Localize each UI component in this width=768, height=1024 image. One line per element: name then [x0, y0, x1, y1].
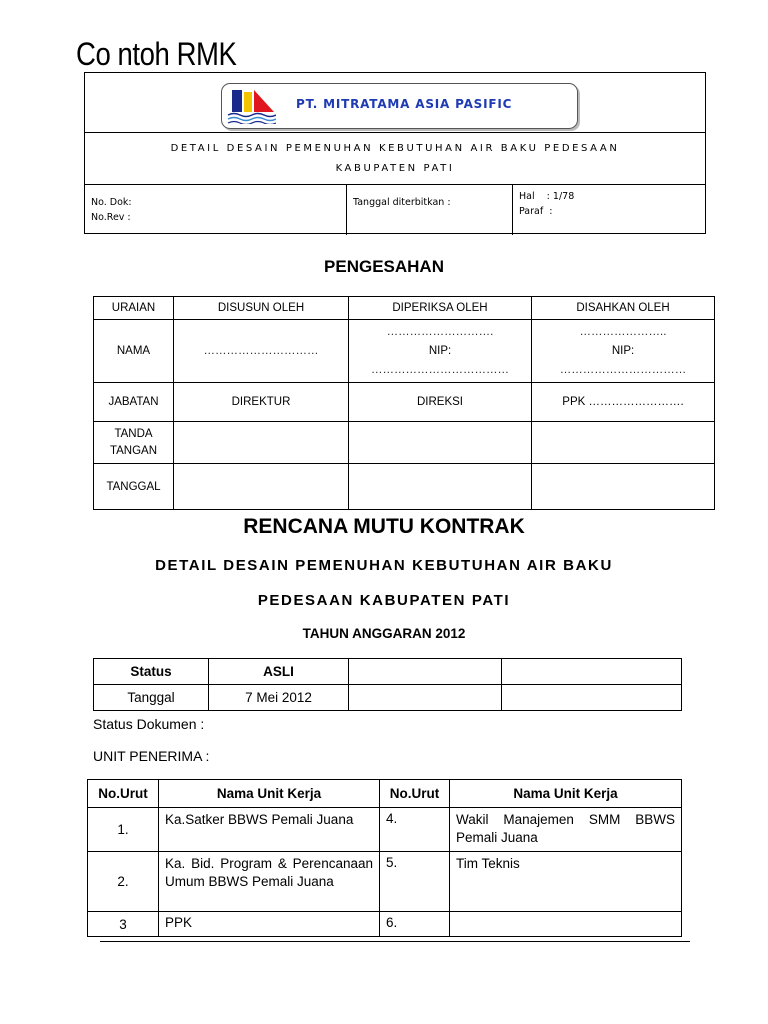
column-header: Nama Unit Kerja: [450, 780, 682, 808]
document-title-line-2: KABUPATEN PATI: [335, 163, 455, 174]
no-urut-cell: 6.: [380, 912, 450, 937]
column-header: No.Urut: [88, 780, 159, 808]
date-cell: [532, 464, 715, 510]
jabatan-disahkan: PPK …………………….: [532, 383, 715, 422]
nama-disahkan-field: [532, 320, 715, 383]
rencana-subtitle-2: PEDESAAN KABUPATEN PATI: [257, 592, 511, 609]
status-table: [93, 658, 682, 711]
table-header-row: [94, 297, 715, 320]
row-label-jabatan: JABATAN: [94, 383, 174, 422]
table-row: [94, 685, 682, 711]
unit-kerja-cell: [450, 912, 682, 937]
unit-kerja-cell: Ka.Satker BBWS Pemali Juana: [159, 808, 380, 852]
unit-kerja-cell: Ka. Bid. Program & Perencanaan Umum BBWS Pemali Juana: [159, 852, 380, 912]
column-header: Nama Unit Kerja: [159, 780, 380, 808]
no-urut-cell: 1.: [88, 808, 159, 852]
hal-label: Hal : 1/78: [519, 191, 575, 202]
nama-disahkan-dots: …………………..: [579, 325, 667, 338]
empty-cell: [349, 685, 502, 711]
bottom-divider: [100, 941, 690, 942]
jabatan-diperiksa: DIREKSI: [349, 383, 532, 422]
company-logo-icon: [226, 88, 276, 124]
no-dok-label: No. Dok:: [91, 197, 132, 208]
nip-disahkan-dots: ……………………………: [559, 363, 687, 376]
table-row: [94, 659, 682, 685]
unit-kerja-cell: PPK: [159, 912, 380, 937]
row-label-nama: NAMA: [94, 320, 174, 383]
company-name: PT. MITRATAMA ASIA PASIFIC: [296, 97, 513, 111]
nip-diperiksa-dots: ………………………………: [371, 363, 509, 376]
tanggal-label: Tanggal: [94, 685, 209, 711]
doc-number-cell: [85, 185, 347, 235]
tanggal-diterbitkan-label: Tanggal diterbitkan :: [353, 197, 451, 208]
company-logo-card: [221, 83, 578, 129]
status-dokumen-label: Status Dokumen :: [93, 716, 205, 732]
rencana-title: RENCANA MUTU KONTRAK: [243, 515, 525, 538]
column-header: DISUSUN OLEH: [174, 297, 349, 320]
column-header: DISAHKAN OLEH: [532, 297, 715, 320]
empty-cell: [502, 685, 682, 711]
paraf-label: Paraf :: [519, 206, 553, 217]
logo-row: [85, 73, 705, 133]
table-row: [94, 464, 715, 510]
nip-label: NIP:: [611, 344, 635, 357]
document-title-line-1: DETAIL DESAIN PEMENUHAN KEBUTUHAN AIR BAKU PEDESAAN: [170, 143, 620, 154]
empty-cell: [502, 659, 682, 685]
empty-cell: [349, 659, 502, 685]
no-rev-label: No.Rev :: [91, 212, 131, 223]
document-info-row: [85, 185, 705, 235]
nama-diperiksa-dots: ……………………….: [386, 325, 494, 338]
tanggal-value: 7 Mei 2012: [209, 685, 349, 711]
unit-kerja-cell: Tim Teknis: [450, 852, 682, 912]
column-header: URAIAN: [94, 297, 174, 320]
table-row: [94, 383, 715, 422]
status-value: ASLI: [209, 659, 349, 685]
signature-cell: [349, 422, 532, 464]
signature-cell: [532, 422, 715, 464]
nama-diperiksa-field: [349, 320, 532, 383]
tahun-anggaran: TAHUN ANGGARAN 2012: [302, 626, 466, 641]
table-header-row: [88, 780, 682, 808]
unit-kerja-cell: Wakil Manajemen SMM BBWS Pemali Juana: [450, 808, 682, 852]
tangan-label: TANGAN: [109, 444, 158, 457]
signature-cell: [174, 422, 349, 464]
column-header: DIPERIKSA OLEH: [349, 297, 532, 320]
date-cell: [174, 464, 349, 510]
unit-penerima-label: UNIT PENERIMA :: [93, 748, 210, 764]
nip-label: NIP:: [428, 344, 452, 357]
page-cell: [513, 185, 707, 235]
pengesahan-title: PENGESAHAN: [324, 257, 444, 276]
nama-disusun-dots: …………………………: [203, 345, 319, 357]
no-urut-cell: 4.: [380, 808, 450, 852]
no-urut-cell: 3: [88, 912, 159, 937]
table-row: [88, 852, 682, 912]
rencana-subtitle-1: DETAIL DESAIN PEMENUHAN KEBUTUHAN AIR BAKU: [155, 557, 613, 574]
nama-disusun-field: [174, 320, 349, 383]
jabatan-disusun: DIREKTUR: [174, 383, 349, 422]
pengesahan-table: [93, 296, 715, 510]
document-header: [84, 72, 706, 234]
no-urut-cell: 5.: [380, 852, 450, 912]
document-title: [85, 133, 705, 185]
no-urut-cell: 2.: [88, 852, 159, 912]
row-label-tanggal: TANGGAL: [94, 464, 174, 510]
unit-penerima-table: [87, 779, 682, 937]
table-row: [94, 422, 715, 464]
row-label-tanda-tangan: [94, 422, 174, 464]
table-row: [88, 912, 682, 937]
issue-date-cell: [347, 185, 513, 235]
table-row: [94, 320, 715, 383]
page-heading: Co ntoh RMK: [76, 36, 237, 72]
date-cell: [349, 464, 532, 510]
tanda-label: TANDA: [114, 427, 153, 440]
status-label: Status: [94, 659, 209, 685]
column-header: No.Urut: [380, 780, 450, 808]
table-row: [88, 808, 682, 852]
